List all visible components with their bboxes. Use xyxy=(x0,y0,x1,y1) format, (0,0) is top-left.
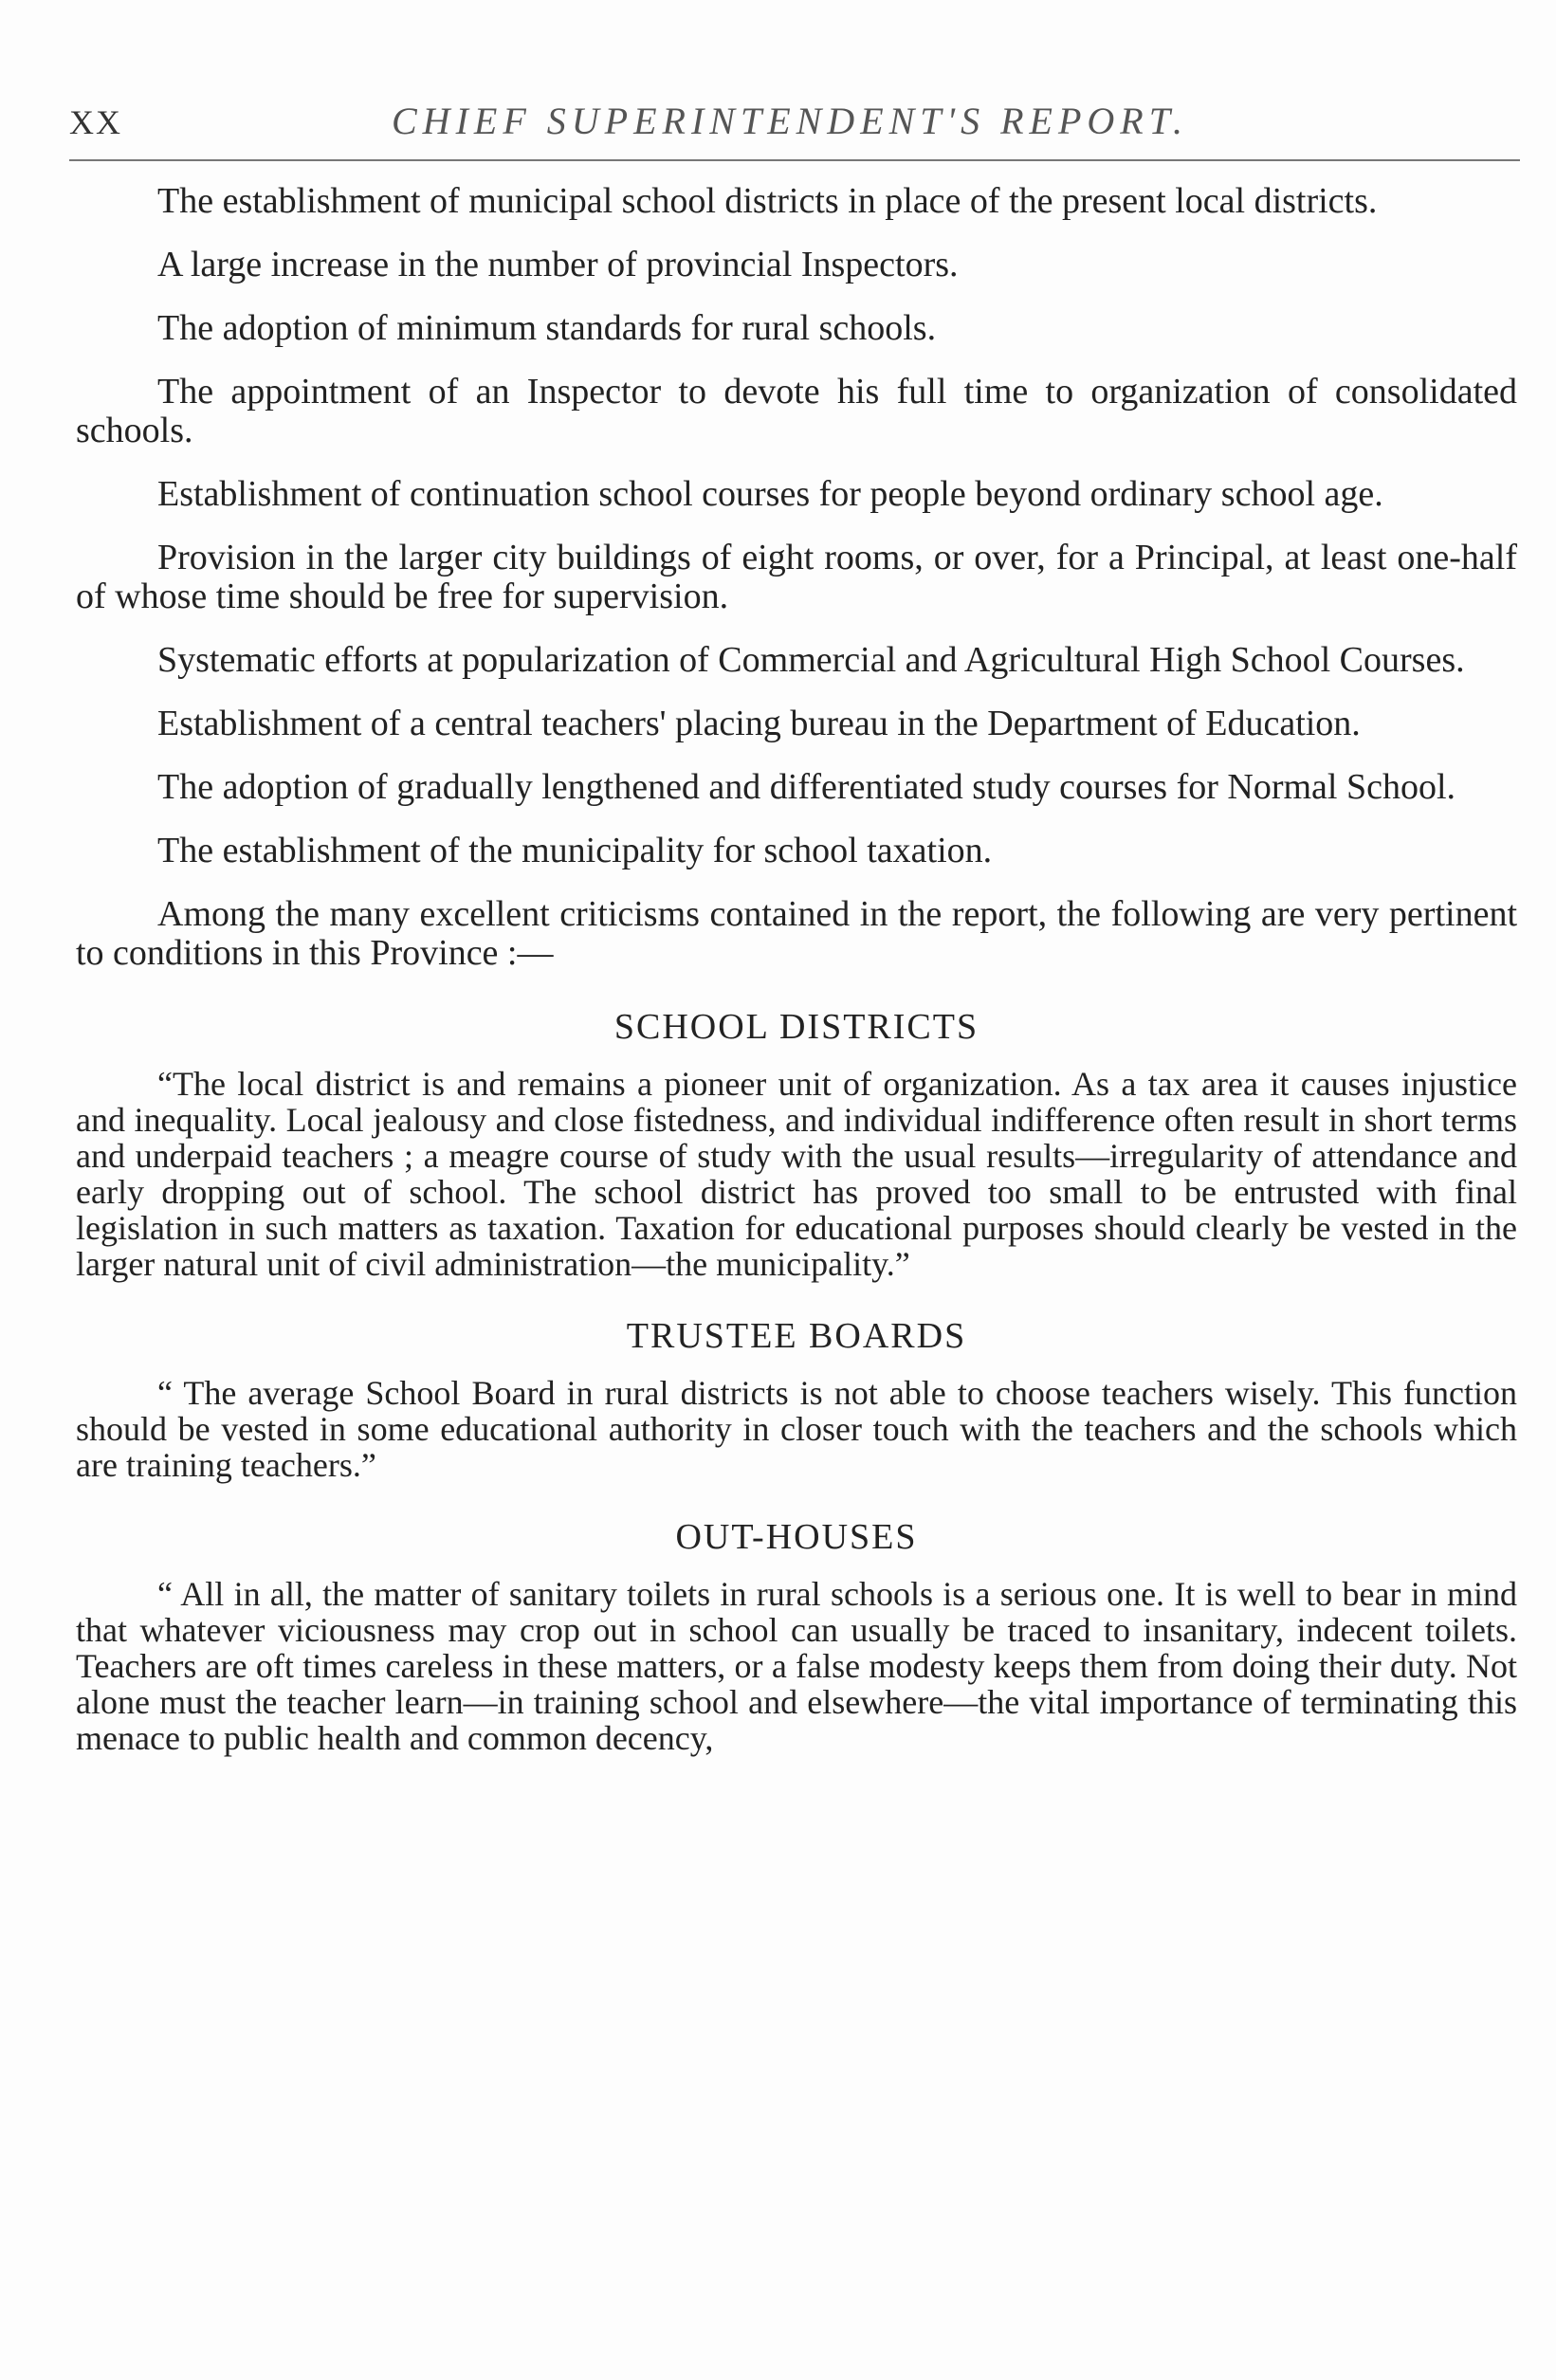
quote-trustee-boards: “ The average School Board in rural districts is not able to choose teachers wisely. This function should be vested in some educational authority in closer touch with the teachers and the schools which are training teachers.” xyxy=(76,1374,1517,1484)
recommendation-consolidation-inspector: The appointment of an Inspector to devote his full time to organization of consolidated schools. xyxy=(76,372,1517,450)
recommendation-municipal-districts: The establishment of municipal school districts in place of the present local districts. xyxy=(157,181,1378,221)
section-heading-school-districts: SCHOOL DISTRICTS xyxy=(613,1007,979,1047)
recommendation-continuation-courses: Establishment of continuation school courses for people beyond ordinary school age. xyxy=(157,474,1383,514)
running-head: CHIEF SUPERINTENDENT'S REPORT. xyxy=(392,100,1188,142)
quote-school-districts: “The local district is and remains a pioneer unit of organization. As a tax area it causes injustice and inequality. Local jealousy and close fistedness, and individual indifference often result in short terms and underpaid teachers ; a meagre course of study with the usual results—irregularity of attendance and early dropping out of school. The school district has proved too small to be entrusted with final legislation in such matters as taxation. Taxation for educational purposes should clearly be vested in the larger natural unit of civil administration—the municipality.” xyxy=(76,1065,1517,1283)
page-number: XX xyxy=(69,103,122,141)
page-body xyxy=(76,182,1517,1777)
recommendation-principal-supervision: Provision in the larger city buildings of eight rooms, or over, for a Principal, at least one-half of whose time should be free for supervision. xyxy=(76,538,1517,616)
recommendation-high-school-courses: Systematic efforts at popularization of Commercial and Agricultural High School Courses. xyxy=(157,640,1465,680)
criticisms-intro: Among the many excellent criticisms contained in the report, the following are very pertinent to conditions in this Province :— xyxy=(76,894,1517,973)
quote-out-houses: “ All in all, the matter of sanitary toilets in rural schools is a serious one. It is well to bear in mind that whatever viciousness may crop out in school can usually be traced to insanitary, indecent toilets. Teachers are oft times careless in these matters, or a false modesty keeps them from doing their duty. Not alone must the teacher learn—in training school and elsewhere—the vital importance of terminating this menace to public health and common decency, xyxy=(76,1575,1517,1757)
page-header xyxy=(69,93,1520,161)
recommendation-minimum-standards: The adoption of minimum standards for rural schools. xyxy=(157,308,937,348)
recommendation-municipal-taxation: The establishment of the municipality for school taxation. xyxy=(157,831,993,870)
recommendation-inspectors: A large increase in the number of provincial Inspectors. xyxy=(157,245,959,284)
section-heading-out-houses: OUT-HOUSES xyxy=(675,1517,918,1557)
recommendation-placing-bureau: Establishment of a central teachers' placing bureau in the Department of Education. xyxy=(157,704,1361,743)
section-heading-trustee-boards: TRUSTEE BOARDS xyxy=(626,1316,967,1356)
recommendation-normal-school-courses: The adoption of gradually lengthened and differentiated study courses for Normal School. xyxy=(157,767,1456,807)
